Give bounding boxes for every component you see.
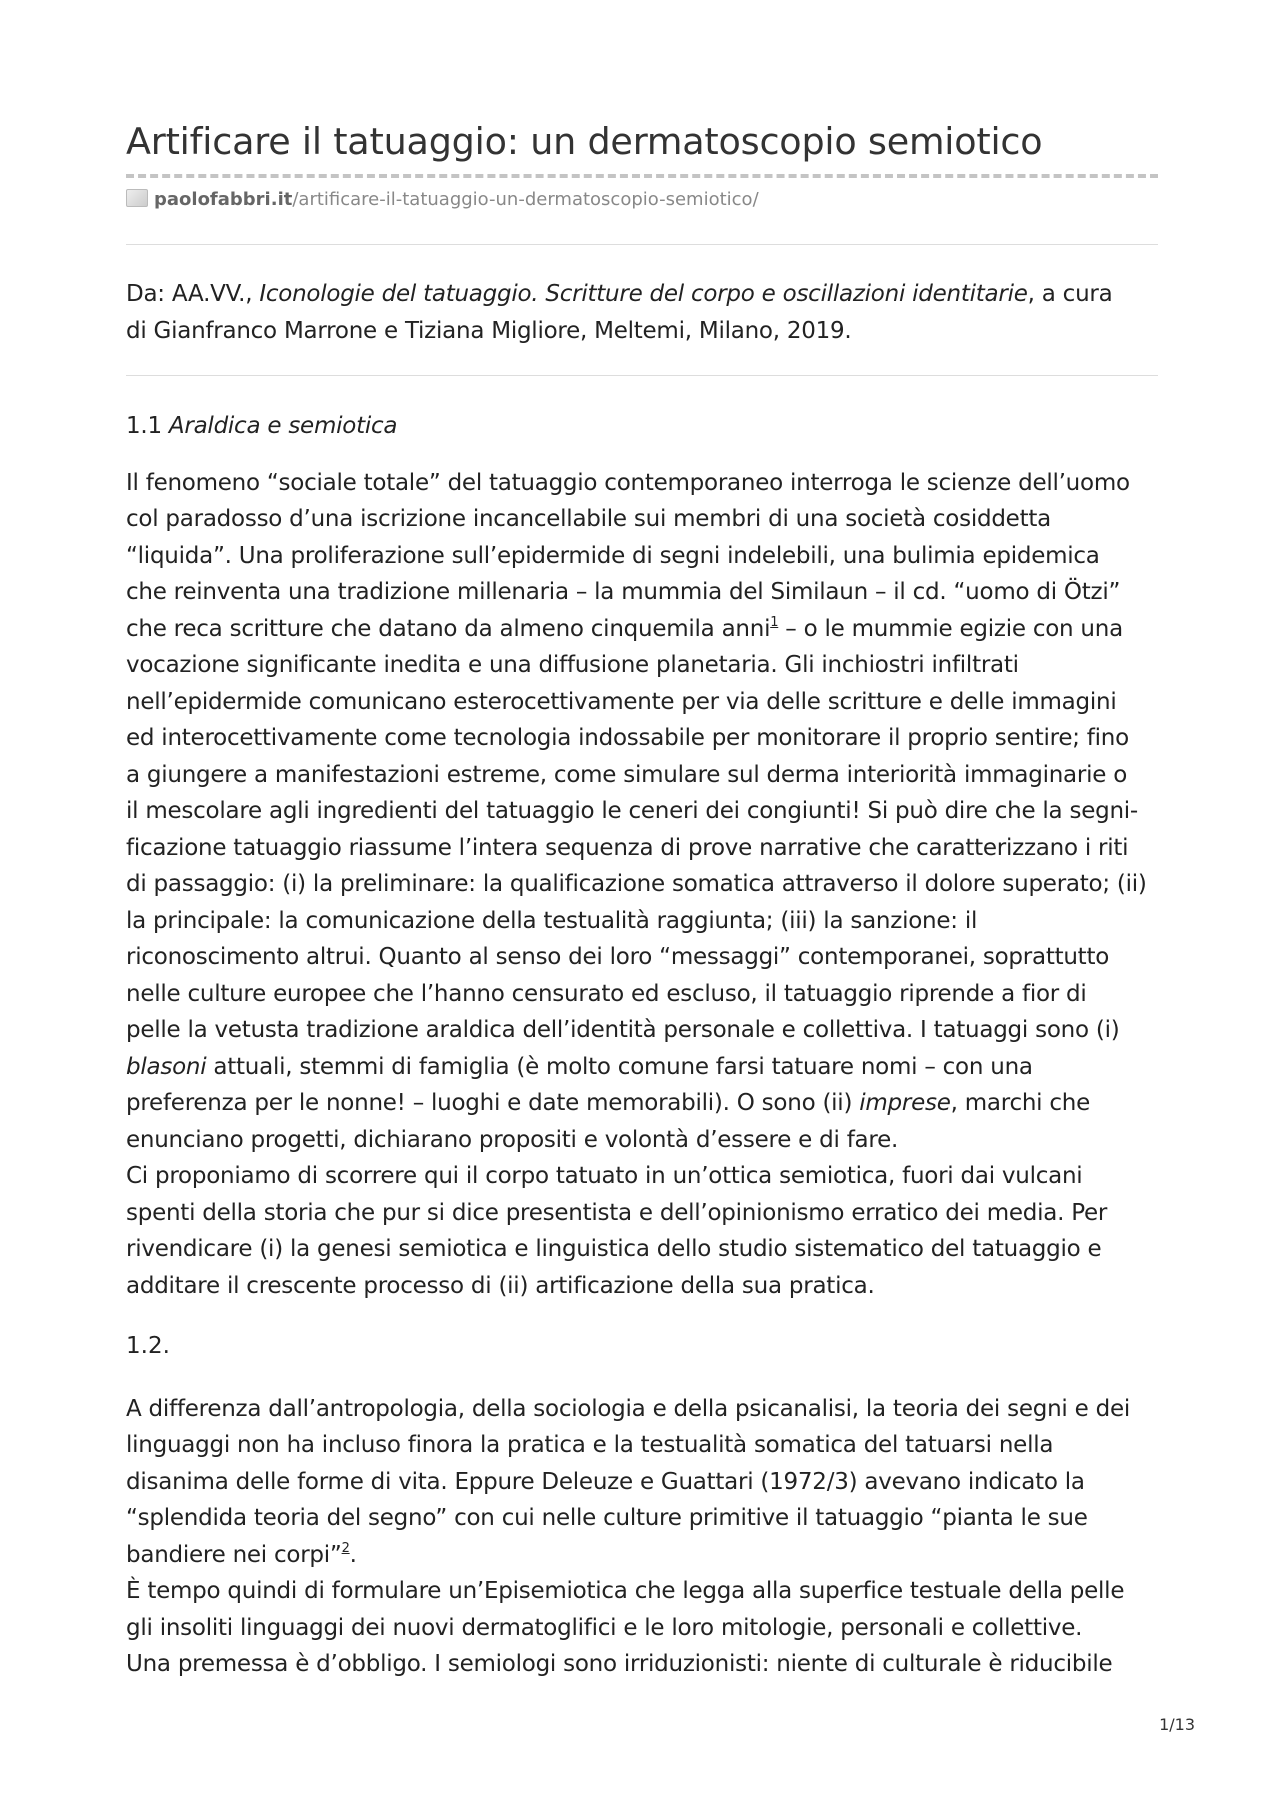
spacer [126,445,1158,465]
divider [126,244,1158,245]
text-span: attuali, stemmi di famiglia (è molto comune farsi tatuare nomi – con una [206,1053,1033,1080]
text-line [126,1049,1158,1086]
text-line: È tempo quindi di formulare un’Episemiotica che legga alla superfice testuale della pelle [126,1578,1125,1604]
text-line: pelle la vetusta tradizione araldica dell’identità personale e collettiva. I tatuaggi sono (i) [126,1017,1120,1043]
text-line: che reinventa una tradizione millenaria – la mummia del Similaun – il cd. “uomo di Ötzi” [126,579,1121,605]
text-line: la principale: la comunicazione della testualità raggiunta; (iii) la sanzione: il [126,907,978,934]
url-path: /artificare-il-tatuaggio-un-dermatoscopio-semiotico/ [292,189,759,210]
text-span: bandiere nei corpi” [126,1541,342,1568]
divider [126,375,1158,376]
text-line: Una premessa è d’obbligo. I semiologi sono irriduzionisti: niente di culturale è riducibile [126,1651,1113,1677]
text-span: , marchi che [950,1090,1091,1116]
text-italic: blasoni [126,1053,207,1080]
url-domain: paolofabbri.it [154,189,293,210]
section-heading-2: 1.2. [126,1333,170,1359]
spacer [126,1365,1158,1391]
text-line: gli insoliti linguaggi dei nuovi dermatoglifici e le loro mitologie, personali e collettive. [126,1614,1083,1641]
spacer [126,1304,1158,1328]
text-line: A differenza dall’antropologia, della sociologia e della psicanalisi, la teoria dei segni e dei [126,1395,1130,1422]
source-suffix: , a cura [1027,281,1113,307]
source-prefix: Da: AA.VV., [126,281,260,307]
section-title: Araldica e semiotica [168,413,398,439]
section-heading-1 [126,408,1158,445]
book-title: Iconologie del tatuaggio. Scritture del corpo e oscillazioni identitarie [259,281,1028,307]
text-line: linguaggi non ha incluso finora la pratica e la testualità somatica del tatuarsi nella [126,1432,1054,1458]
text-span: preferenza per le nonne! – luoghi e date memorabili). O sono (ii) [126,1090,860,1116]
footnote-link-2[interactable]: 2 [341,1540,350,1556]
text-line [126,611,1158,648]
text-line: “splendida teoria del segno” con cui nelle culture primitive il tatuaggio “pianta le sue [126,1505,1088,1531]
text-line: disanima delle forme di vita. Eppure Deleuze e Guattari (1972/3) avevano indicato la [126,1468,1085,1495]
source-line-1 [126,276,1158,313]
text-line [126,1085,1158,1122]
footnote-link-1[interactable]: 1 [770,614,779,630]
text-span: che reca scritture che datano da almeno cinquemila anni [126,615,771,642]
text-line [126,1537,1158,1574]
text-line: nell’epidermide comunicano esterocettivamente per via delle scritture e delle immagini [126,688,1117,715]
text-line: ficazione tatuaggio riassume l’intera sequenza di prove narrative che caratterizzano i riti [126,834,1129,861]
favicon-icon [126,189,148,207]
text-italic: imprese [859,1090,951,1116]
source-citation [126,276,1158,349]
text-line: di passaggio: (i) la preliminare: la qualificazione somatica attraverso il dolore superato; (ii) [126,871,1147,897]
source-url[interactable] [126,187,1158,213]
text-line: vocazione significante inedita e una diffusione planetaria. Gli inchiostri infiltrati [126,652,1019,678]
text-line: Il fenomeno “sociale totale” del tatuaggio contemporaneo interroga le scienze dell’uomo [126,469,1130,496]
text-line: ed interocettivamente come tecnologia indossabile per monitorare il proprio sentire; fino [126,725,1129,751]
title-dashed-divider [126,174,1158,178]
text-line: a giungere a manifestazioni estreme, come simulare sul derma interiorità immaginarie o [126,761,1128,788]
text-line: il mescolare agli ingredienti del tatuaggio le ceneri dei congiunti! Si può dire che la segni- [126,798,1138,824]
text-line: additare il crescente processo di (ii) artificazione della sua pratica. [126,1272,875,1299]
source-line-2: di Gianfranco Marrone e Tiziana Migliore, Meltemi, Milano, 2019. [126,317,852,344]
text-line: spenti della storia che pur si dice presentista e dell’opinionismo erratico dei media. Per [126,1199,1108,1226]
text-line: Ci proponiamo di scorrere qui il corpo tatuato in un’ottica semiotica, fuori dai vulcani [126,1163,1083,1189]
paragraph-1 [126,465,1158,1305]
page-title: Artificare il tatuaggio: un dermatoscopio semiotico [126,120,1043,163]
article [126,118,1158,1683]
page-number: 1/13 [1159,1715,1195,1734]
text-line: “liquida”. Una proliferazione sull’epidermide di segni indelebili, una bulimia epidemica [126,542,1100,569]
text-line: nelle culture europee che l’hanno censurato ed escluso, il tatuaggio riprende a fior di [126,980,1087,1007]
text-line: rivendicare (i) la genesi semiotica e linguistica dello studio sistematico del tatuaggio e [126,1236,1102,1262]
text-line: col paradosso d’una iscrizione incancellabile sui membri di una società cosiddetta [126,506,1051,532]
text-line: riconoscimento altrui. Quanto al senso dei loro “messaggi” contemporanei, soprattutto [126,944,1110,970]
text-span: . [349,1541,357,1568]
text-span: – o le mummie egizie con una [778,615,1123,642]
paragraph-2 [126,1391,1158,1683]
section-number: 1.1 [126,413,169,439]
text-line: enunciano progetti, dichiarano propositi e volontà d’essere e di fare. [126,1126,899,1153]
